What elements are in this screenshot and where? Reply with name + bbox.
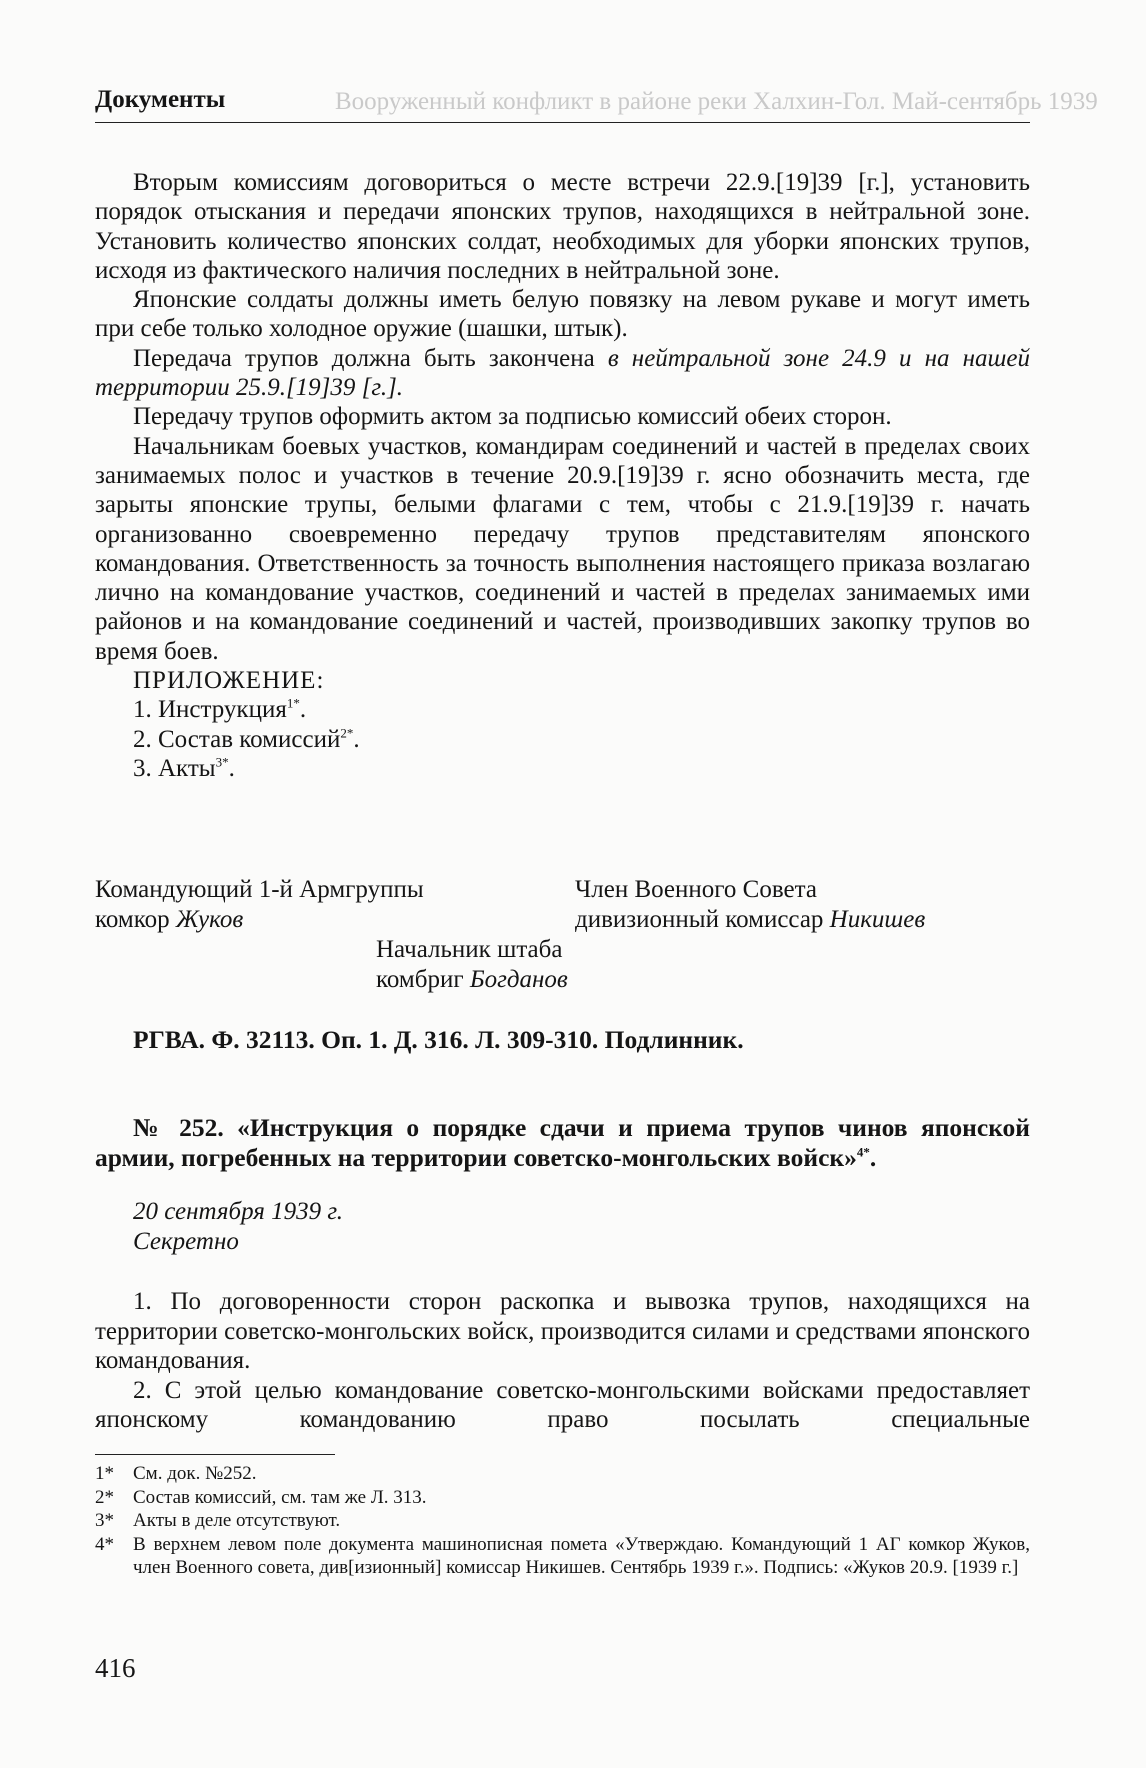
footnote-mark: 1* [95, 1463, 114, 1484]
document-classification: Секретно [133, 1228, 239, 1255]
main-text [95, 168, 1030, 783]
footnotes [95, 1462, 1030, 1580]
paragraph: Японские солдаты должны иметь белую повязку на левом рукаве и могут иметь при себе только холодное оружие (шашки, штык). [95, 286, 1030, 343]
paragraph: Начальникам боевых участков, командирам соединений и частей в пределах своих занимаемых полос и участков в течение 20.9.[19]39 г. ясно обозначить места, где зарыты японские трупы, белыми флагами с тем, чтобы с 21.9.[19]39 г. начать организованно своевременно передачу трупов представителям японского командования. Ответственность за точность выполнения настоящего приказа возлагаю лично на командование участков, соединений и частей в пределах занимаемых ими районов и на командование соединений и частей, производивших закопку трупов во время боев. [95, 432, 1030, 665]
paragraph-text: Передача трупов должна быть закончена [133, 344, 608, 372]
paragraph [95, 344, 1030, 403]
appendix-item: 3. Акты$^{3*}$. [133, 754, 235, 782]
appendix-item: 2. Состав комиссий$^{2*}$. [133, 725, 360, 753]
signer-name: Жуков [175, 906, 244, 933]
header-rule [95, 122, 1030, 123]
footnote: 3* Акты в деле отсутствуют. [95, 1510, 341, 1531]
appendix-list [95, 695, 1030, 783]
archive-reference: РГВА. Ф. 32113. Оп. 1. Д. 316. Л. 309-310. Подлинник. [133, 1025, 744, 1054]
footnote: 2* Состав комиссий, см. там же Л. 313. [95, 1486, 427, 1508]
instruction-text [95, 1287, 1030, 1435]
bleed-through-header: Вооруженный конфликт в районе реки Халхин-Гол. Май-сентябрь 1939 [335, 88, 1098, 115]
signer-name: Никишев [829, 906, 926, 933]
paragraph: Передачу трупов оформить актом за подписью комиссий обеих сторон. [133, 403, 892, 431]
footnote-ref: 1* [286, 696, 300, 712]
footnote-mark: 2* [95, 1486, 114, 1508]
document-date: 20 сентября 1939 г. [133, 1198, 344, 1225]
footnote: 1* См. док. №252. [95, 1463, 257, 1484]
signature-left: Командующий 1-й Армгруппы комкор Жуков [95, 876, 424, 933]
paragraph-italic-text: в нейтральной зоне 24.9 и на нашей территории 25.9.[19]39 [г.]. [95, 344, 1030, 402]
footnote-ref: 3* [215, 754, 229, 770]
footnote-rule [95, 1454, 335, 1455]
paragraph: 1. По договоренности сторон раскопка и вывозка трупов, находящихся на территории советско-монгольских войск, производится силами и средствами японского командования. [95, 1288, 1030, 1374]
footnote-mark: 3* [95, 1510, 114, 1531]
document-title: № 252. «Инструкция о порядке сдачи и приема трупов чинов японской армии, погребенных на территории советско-монгольских войск»$^{4*}$. [95, 1113, 1030, 1172]
running-header-title: Документы [95, 86, 226, 113]
signature-right: Член Военного Совета дивизионный комиссар Никишев [575, 876, 926, 933]
paragraph: Вторым комиссиям договориться о месте встречи 22.9.[19]39 [г.], установить порядок отыскания и передачи японских трупов, находящихся в нейтральной зоне. Установить количество японских солдат, необходимых для уборки японских трупов, исходя из фактического наличия последних в нейтральной зоне. [95, 169, 1030, 284]
appendix-item: 1. Инструкция$^{1*}$. [133, 696, 307, 724]
paragraph: 2. С этой целью командование советско-монгольскими войсками предоставляет японскому командованию право посылать специальные [95, 1376, 1030, 1433]
footnote-ref: 4* [856, 1144, 870, 1160]
document-meta [133, 1197, 343, 1257]
page-header [95, 86, 1098, 126]
signer-name: Богданов [469, 966, 568, 993]
page-number: 416 [95, 1653, 136, 1683]
footnote-mark: 4* [95, 1533, 114, 1555]
signature-center: Начальник штаба комбриг Богданов [376, 936, 568, 993]
appendix-title: ПРИЛОЖЕНИЕ: [133, 667, 325, 695]
footnote-ref: 2* [340, 725, 354, 741]
footnote: 4* В верхнем левом поле документа машинописная помета «Утверждаю. Командующий 1 АГ комкор Жуков, член Военного совета, див[изионный] комиссар Никишев. Сентябрь 1939 г.». Подпись: «Жуков 20.9. [1939 г.] [95, 1533, 1030, 1578]
